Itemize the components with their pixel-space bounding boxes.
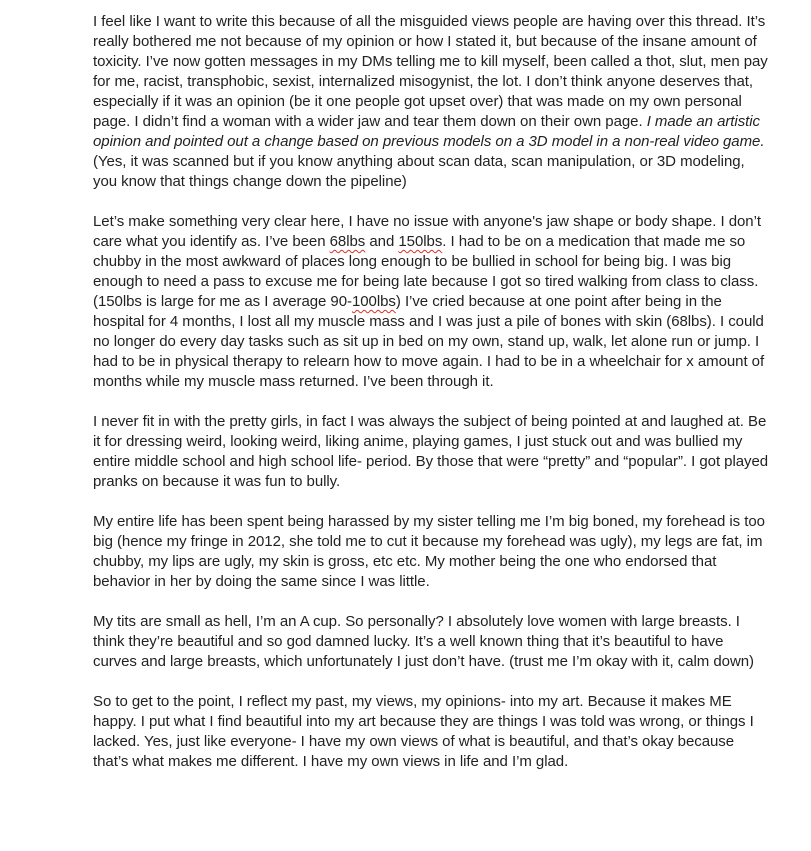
spellcheck-word-68lbs: 68lbs (329, 233, 366, 250)
paragraph-1-text-end: (Yes, it was scanned but if you know anything about scan data, scan manipulation, or 3D modeling, you know that things change down the pipeline) (93, 153, 745, 190)
paragraph-1-italic-text: I made an artistic opinion and pointed out a change based on previous models on a 3D model in a non-real video game. (93, 113, 765, 150)
paragraph-toxicity (93, 12, 771, 192)
paragraph-2-text-b: and (365, 233, 399, 250)
paragraph-pretty-girls: I never fit in with the pretty girls, in fact I was always the subject of being pointed at and laughed at. Be it for dressing weird, looking weird, liking anime, playing games, I just stuck out and was bullied my entire middle school and high school life- period. By those that were “pretty” and “popular”. I got played pranks on because it was fun to bully. (93, 413, 769, 490)
spellcheck-word-150lbs: 150lbs (398, 233, 443, 250)
paragraph-personal-preference: My tits are small as hell, I’m an A cup. So personally? I absolutely love women with large breasts. I think they’re beautiful and so god damned lucky. It’s a well known thing that it’s beautiful to have curves and large breasts, which unfortunately I just don’t have. (trust me I’m okay with it, calm down) (93, 613, 754, 670)
paragraph-body-shape (93, 212, 771, 392)
paragraph-2-text-d: ) I’ve cried because at one point after being in the hospital for 4 months, I lost all my muscle mass and I was just a pile of bones with skin (68lbs). I could no longer do every day tasks such as sit up in bed on my own, stand up, walk, let alone run or jump. I had to be in physical therapy to relearn how to move again. I had to be in a wheelchair for x amount of months while my muscle mass returned. I’ve been through it. (93, 293, 765, 390)
paragraph-conclusion: So to get to the point, I reflect my past, my views, my opinions- into my art. Because it makes ME happy. I put what I find beautiful into my art because they are things I was told was wrong, or things I lacked. Yes, just like everyone- I have my own views of what is beautiful, and that’s okay because that’s what makes me different. I have my own views in life and I’m glad. (93, 693, 754, 770)
paragraph-1-text: I feel like I want to write this because of all the misguided views people are having over this thread. It’s really bothered me not because of my opinion or how I stated it, but because of the insane amount of toxicity. I’ve now gotten messages in my DMs telling me to kill myself, been called a thot, slut, men pay for me, racist, transphobic, sexist, internalized misogynist, the lot. I don’t think anyone deserves that, especially if it was an opinion (be it one people got upset over) that was made on my own personal page. I didn’t find a woman with a wider jaw and tear them down on their own page. (93, 13, 768, 130)
paragraph-2-text: Let’s make something very clear here, I have no issue with anyone's jaw shape or body shape. I don’t care what you identify as. I’ve been (93, 213, 761, 250)
spellcheck-word-100lbs: 100lbs (351, 293, 396, 310)
paragraph-2-text-c: . I had to be on a medication that made me so chubby in the most awkward of places long enough to be bullied in school for being big. I was big enough to need a pass to excuse me for being late because I got so tired walking from class to class. (150lbs is large for me as I average 90- (93, 233, 759, 310)
paragraph-sister-harassment: My entire life has been spent being harassed by my sister telling me I’m big boned, my forehead is too big (hence my fringe in 2012, she told me to cut it because my forehead was ugly), my legs are fat, im chubby, my lips are ugly, my skin is gross, etc etc. My mother being the one who endorsed that behavior in her by doing the same since I was little. (93, 513, 765, 590)
